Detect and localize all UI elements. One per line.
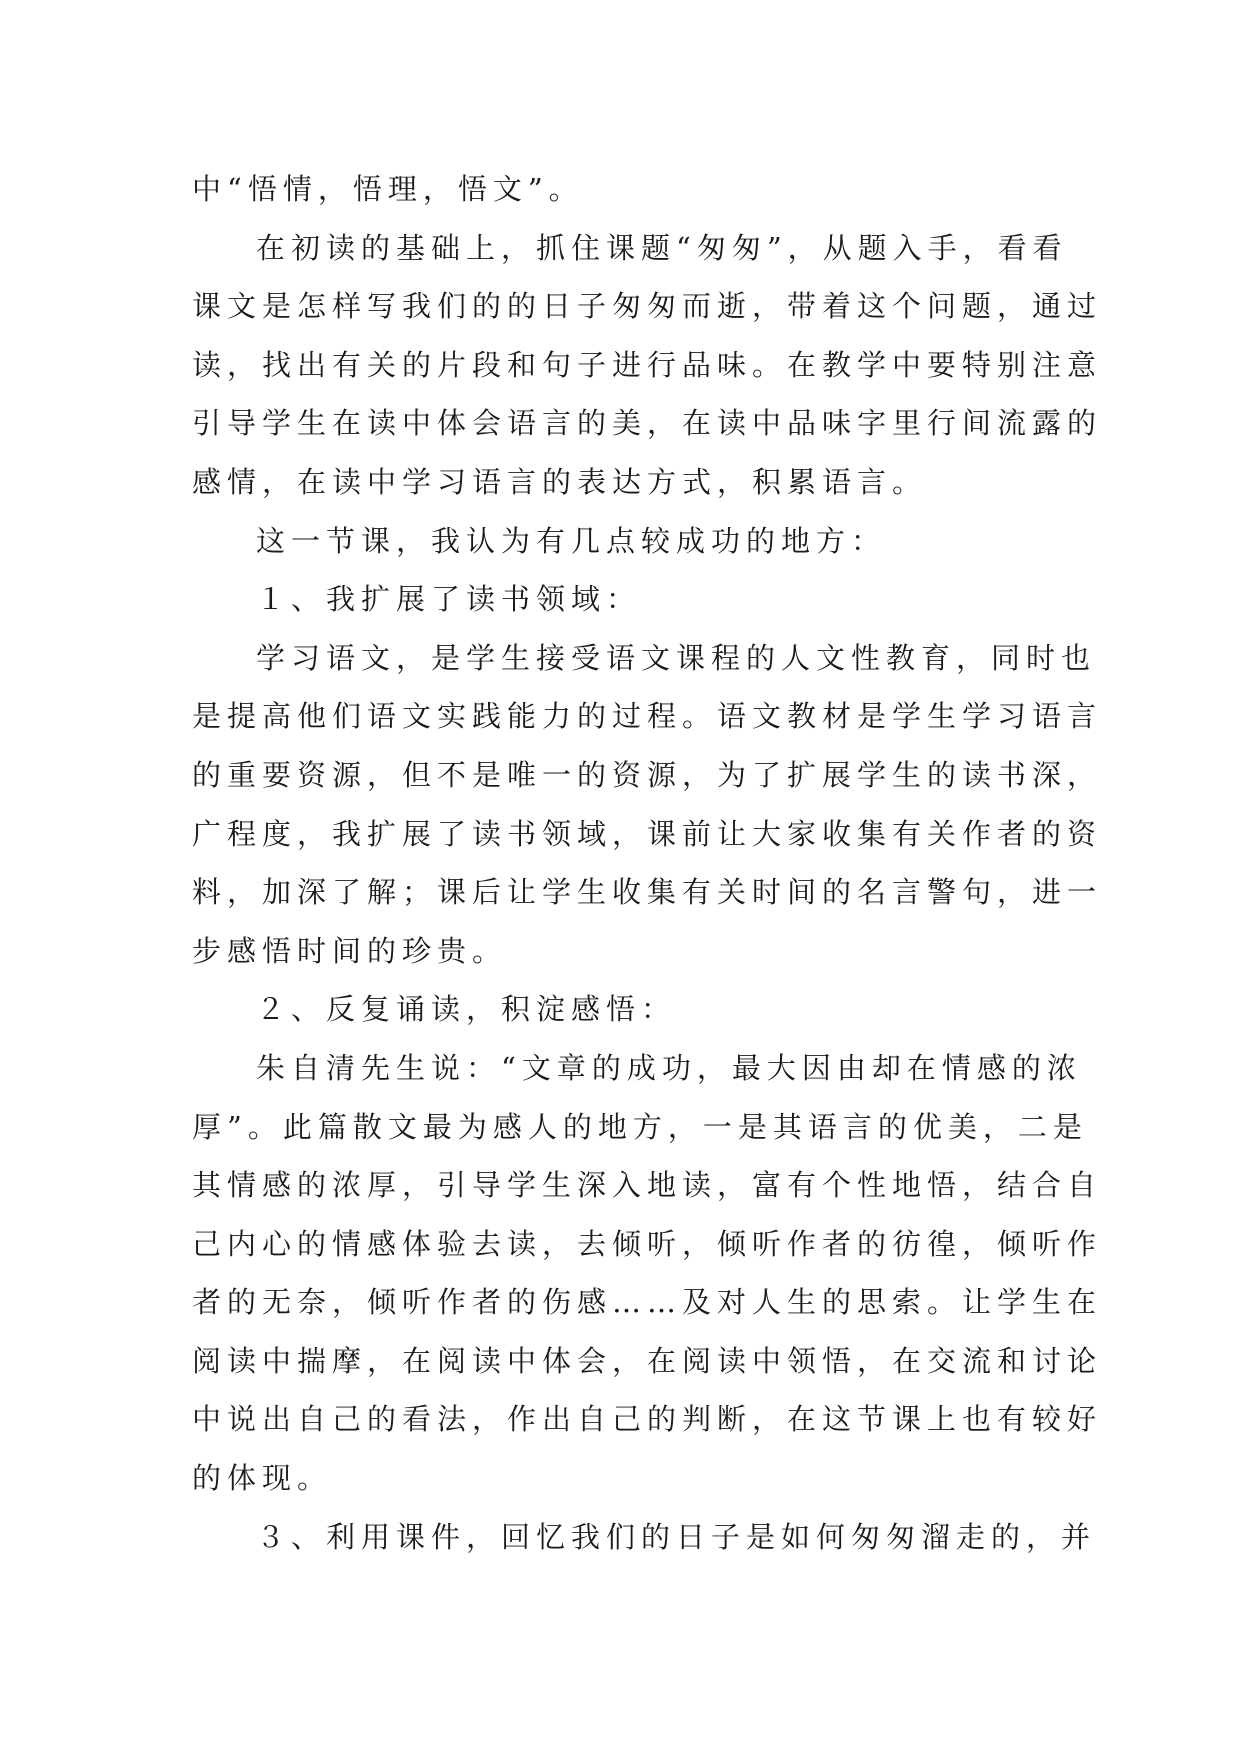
text-line: 学习语文，是学生接受语文课程的人文性教育，同时也 [256,640,1097,675]
text-line: 引导学生在读中体会语言的美，在读中品味字里行间流露的 [192,406,1103,441]
section-heading: １、我扩展了读书领域： [256,582,642,617]
text-line: 中“悟情，悟理，悟文”。 [192,172,584,206]
text-line: 这一节课，我认为有几点较成功的地方： [256,523,887,558]
text-line: 己内心的情感体验去读，去倾听，倾听作者的彷徨，倾听作 [192,1226,1103,1261]
text-line: 是提高他们语文实践能力的过程。语文教材是学生学习语言 [192,699,1103,734]
text-line: 步感悟时间的珍贵。 [192,933,508,968]
text-line: 中说出自己的看法，作出自己的判断，在这节课上也有较好 [192,1402,1103,1437]
text-line: 读，找出有关的片段和句子进行品味。在教学中要特别注意 [192,347,1103,382]
text-line: 阅读中揣摩，在阅读中体会，在阅读中领悟，在交流和讨论 [192,1343,1103,1378]
text-line: 者的无奈，倾听作者的伤感……及对人生的思索。让学生在 [192,1285,1103,1320]
text-line: 课文是怎样写我们的的日子匆匆而逝，带着这个问题，通过 [192,289,1103,324]
text-line: 广程度，我扩展了读书领域，课前让大家收集有关作者的资 [192,816,1103,851]
section-heading: ３、利用课件，回忆我们的日子是如何匆匆溜走的，并 [256,1519,1097,1554]
text-line: 的体现。 [192,1461,333,1496]
text-line: 料，加深了解；课后让学生收集有关时间的名言警句，进一 [192,875,1103,910]
document-body [192,160,1103,1566]
text-line: 感情，在读中学习语言的表达方式，积累语言。 [192,464,928,499]
text-line: 在初读的基础上，抓住课题“匆匆”，从题入手，看看 [256,230,1068,265]
text-line: 厚”。此篇散文最为感人的地方，一是其语言的优美，二是 [192,1109,1088,1144]
text-line: 其情感的浓厚，引导学生深入地读，富有个性地悟，结合自 [192,1168,1103,1203]
text-line: 朱自清先生说：“文章的成功，最大因由却在情感的浓 [256,1050,1082,1085]
section-heading: ２、反复诵读，积淀感悟： [256,992,677,1027]
text-line: 的重要资源，但不是唯一的资源，为了扩展学生的读书深， [192,757,1103,792]
